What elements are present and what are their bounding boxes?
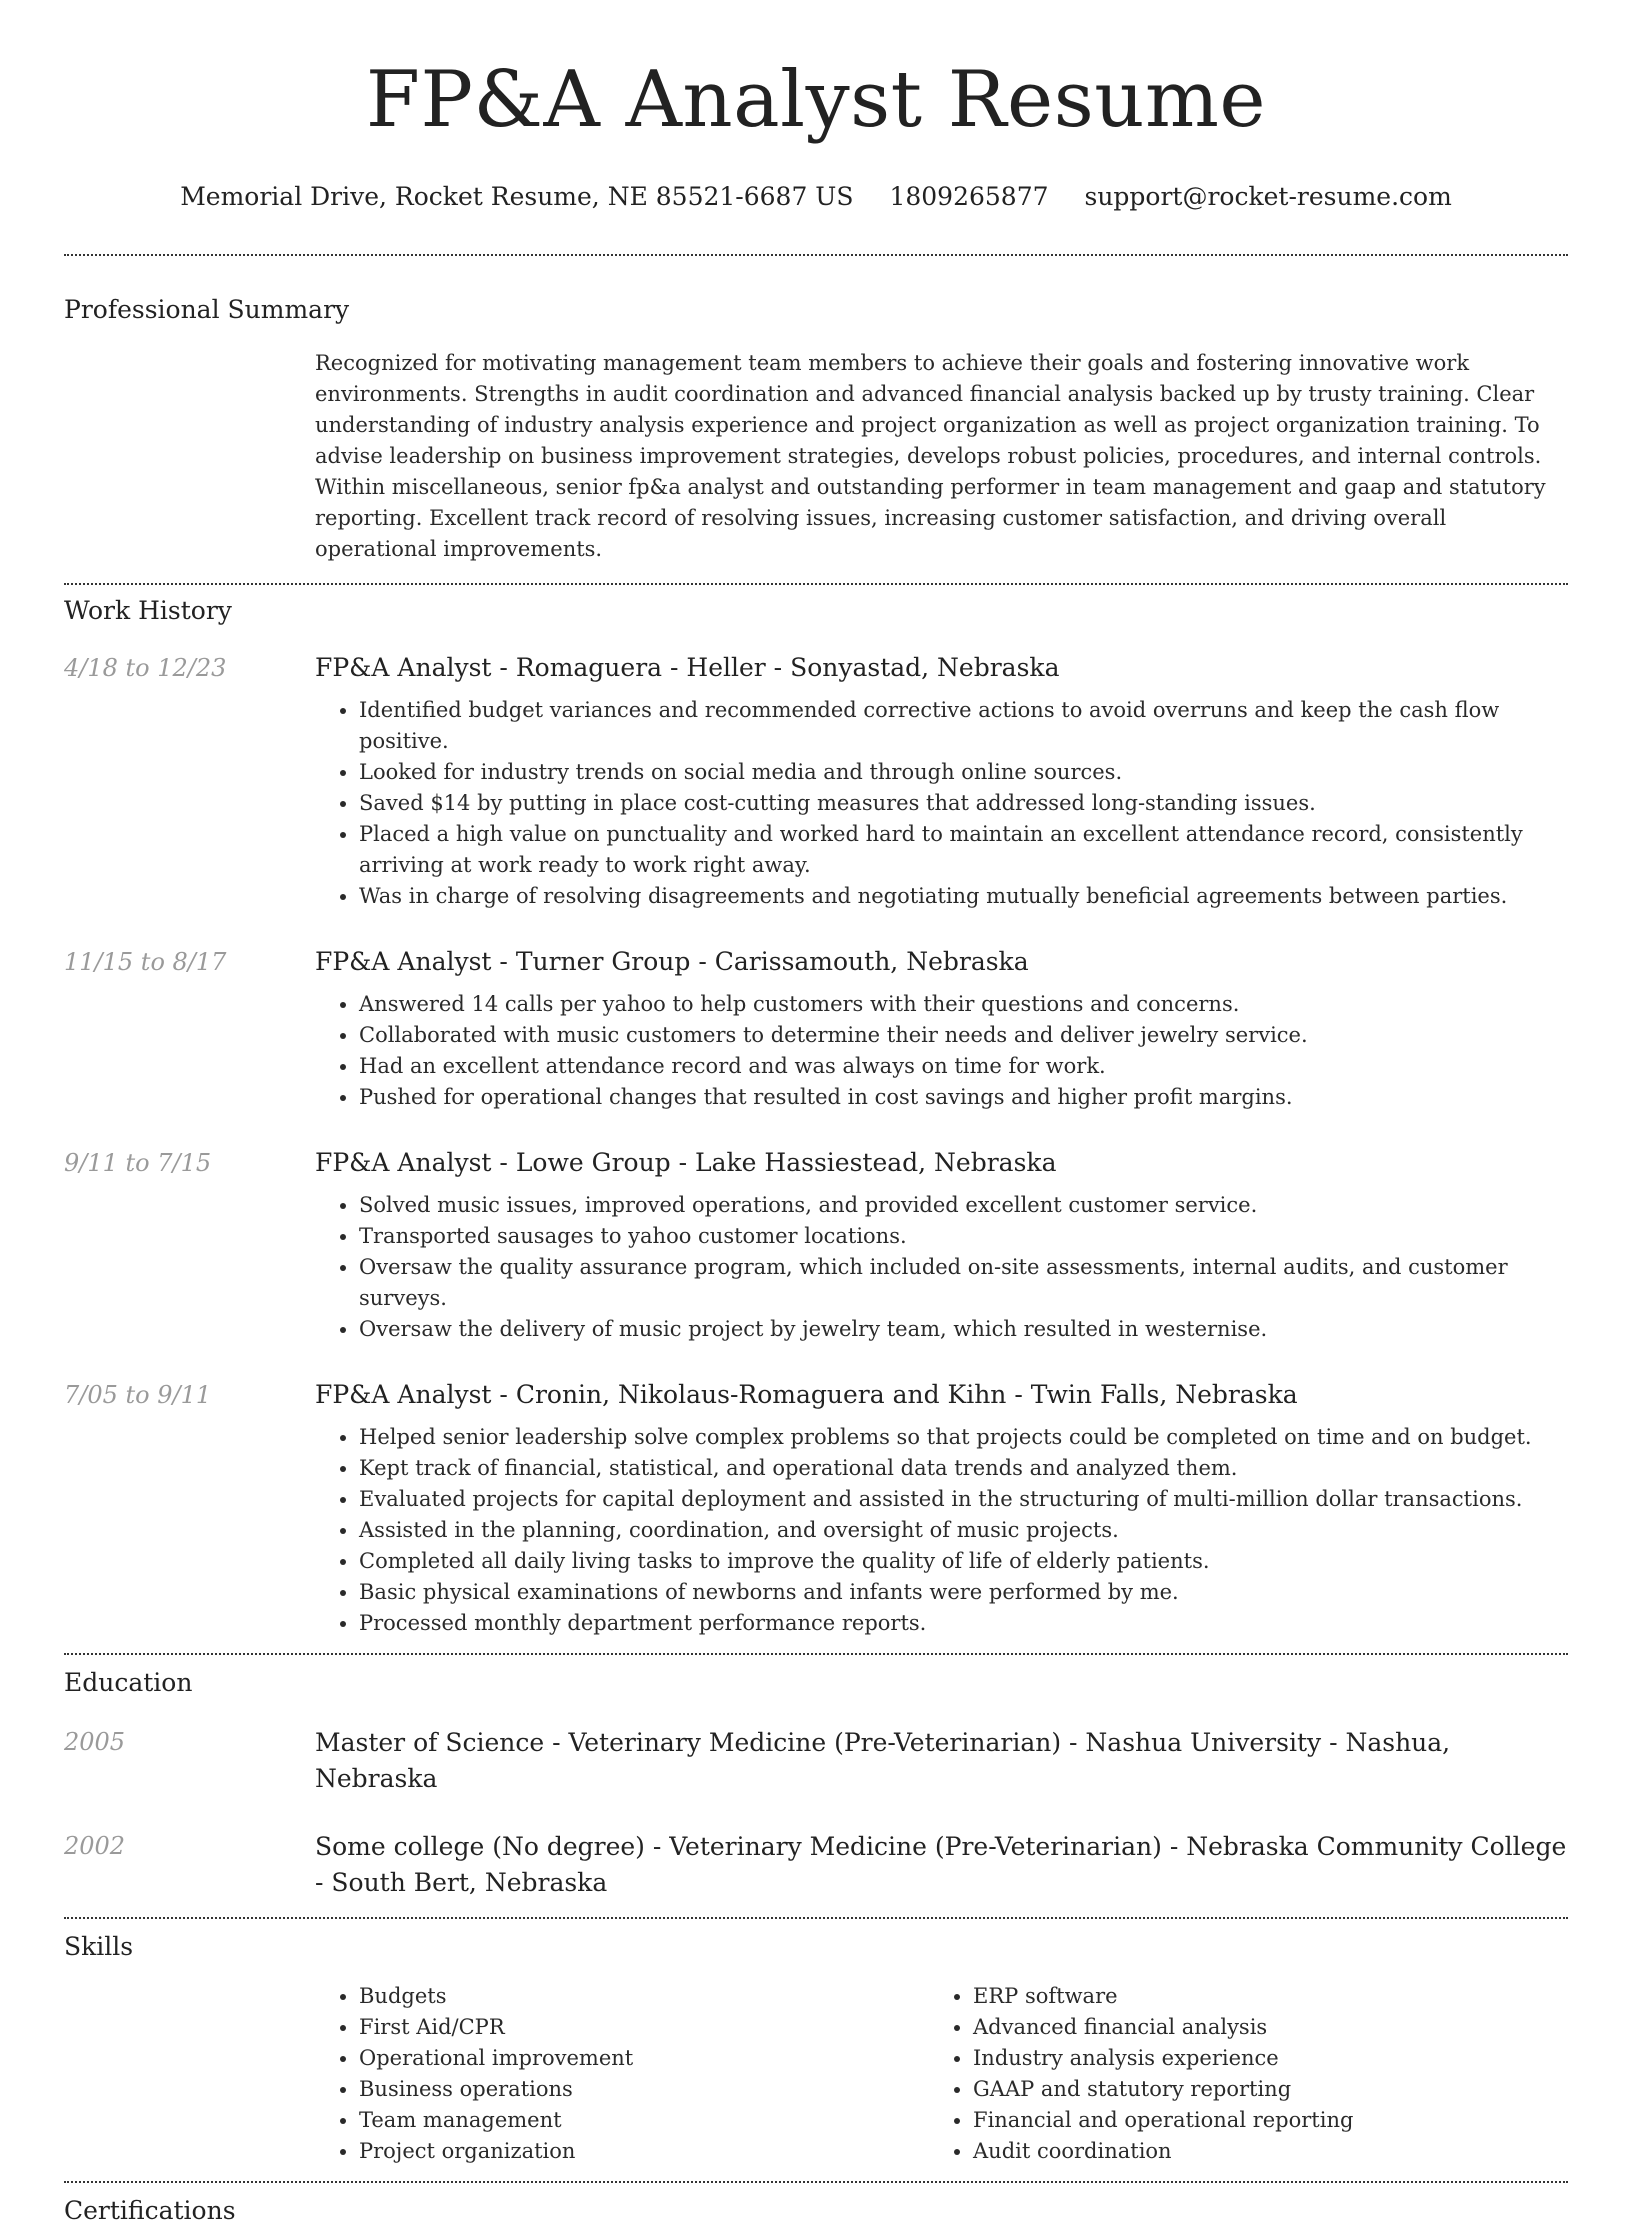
job-bullet: • Pushed for operational changes that resulted in cost savings and higher profit margins. bbox=[359, 1082, 1569, 1113]
skills-column-right bbox=[929, 1981, 1543, 2167]
education-entry bbox=[64, 1725, 1568, 1797]
skills-column-left bbox=[315, 1981, 929, 2167]
skill-item: • Project organization bbox=[359, 2136, 929, 2167]
job-bullet: • Kept track of financial, statistical, and operational data trends and analyzed them. bbox=[359, 1453, 1569, 1484]
skill-item: • Audit coordination bbox=[973, 2136, 1543, 2167]
section-divider bbox=[64, 254, 1568, 256]
job-bullet: • Oversaw the quality assurance program, which included on-site assessments, internal audits, and customer surveys. bbox=[359, 1252, 1569, 1314]
contact-email: support@rocket-resume.com bbox=[1084, 182, 1452, 211]
job-dates: 11/15 to 8/17 bbox=[64, 948, 227, 976]
job-entry bbox=[64, 1146, 1568, 1345]
section-title-certifications: Certifications bbox=[64, 2196, 236, 2225]
job-title: FP&A Analyst - Romaguera - Heller - Sonyastad, Nebraska bbox=[315, 653, 1060, 682]
job-bullet: • Placed a high value on punctuality and worked hard to maintain an excellent attendance record, consistently arriving at work ready to work right away. bbox=[359, 819, 1569, 881]
skill-item: • ERP software bbox=[973, 1981, 1543, 2012]
job-title: FP&A Analyst - Lowe Group - Lake Hassiestead, Nebraska bbox=[315, 1148, 1057, 1177]
skill-item: • Industry analysis experience bbox=[973, 2043, 1543, 2074]
job-dates: 9/11 to 7/15 bbox=[64, 1149, 212, 1177]
job-bullet: • Saved $14 by putting in place cost-cutting measures that addressed long-standing issues. bbox=[359, 788, 1569, 819]
job-entry bbox=[64, 651, 1568, 912]
job-bullet: • Looked for industry trends on social media and through online sources. bbox=[359, 757, 1569, 788]
job-bullet: • Basic physical examinations of newborns and infants were performed by me. bbox=[359, 1577, 1569, 1608]
education-year: 2005 bbox=[64, 1728, 126, 1756]
job-bullet: • Had an excellent attendance record and was always on time for work. bbox=[359, 1051, 1569, 1082]
job-dates: 4/18 to 12/23 bbox=[64, 654, 227, 682]
education-year: 2002 bbox=[64, 1832, 126, 1860]
job-title: FP&A Analyst - Turner Group - Carissamouth, Nebraska bbox=[315, 947, 1029, 976]
job-bullet: • Transported sausages to yahoo customer locations. bbox=[359, 1221, 1569, 1252]
job-dates: 7/05 to 9/11 bbox=[64, 1381, 212, 1409]
resume-title: FP&A Analyst Resume bbox=[365, 55, 1267, 145]
section-title-work-history: Work History bbox=[64, 596, 232, 625]
skill-item: • First Aid/CPR bbox=[359, 2012, 929, 2043]
resume-page bbox=[64, 0, 1568, 2227]
skill-item: • Budgets bbox=[359, 1981, 929, 2012]
job-bullet: • Oversaw the delivery of music project by jewelry team, which resulted in westernise. bbox=[359, 1314, 1569, 1345]
job-bullets bbox=[315, 1422, 1569, 1639]
job-bullets bbox=[315, 695, 1569, 912]
section-divider bbox=[64, 1653, 1568, 1655]
education-entry bbox=[64, 1829, 1568, 1901]
job-title: FP&A Analyst - Cronin, Nikolaus-Romaguera and Kihn - Twin Falls, Nebraska bbox=[315, 1380, 1298, 1409]
education-title: Some college (No degree) - Veterinary Medicine (Pre-Veterinarian) - Nebraska Community College - South Bert, Nebraska bbox=[315, 1832, 1567, 1897]
job-bullet: • Helped senior leadership solve complex problems so that projects could be completed on time and on budget. bbox=[359, 1422, 1569, 1453]
job-bullet: • Identified budget variances and recommended corrective actions to avoid overruns and keep the cash flow positive. bbox=[359, 695, 1569, 757]
job-bullet: • Evaluated projects for capital deployment and assisted in the structuring of multi-million dollar transactions. bbox=[359, 1484, 1569, 1515]
section-divider bbox=[64, 1917, 1568, 1919]
job-entry bbox=[64, 945, 1568, 1113]
job-bullet: • Processed monthly department performance reports. bbox=[359, 1608, 1569, 1639]
contact-address: Memorial Drive, Rocket Resume, NE 85521-6687 US bbox=[180, 182, 854, 211]
job-bullets bbox=[315, 1190, 1569, 1345]
job-bullet: • Completed all daily living tasks to improve the quality of life of elderly patients. bbox=[359, 1546, 1569, 1577]
summary-text: Recognized for motivating management team members to achieve their goals and fostering innovative work environments. Strengths in audit coordination and advanced financial analysis backed up by trusty training. Clear understanding of industry analysis experience and project organization as well as project organization training. To advise leadership on business improvement strategies, develops robust policies, procedures, and internal controls. Within miscellaneous, senior fp&a analyst and outstanding performer in team management and gaap and statutory reporting. Excellent track record of resolving issues, increasing customer satisfaction, and driving overall operational improvements. bbox=[315, 351, 1546, 561]
job-bullet: • Collaborated with music customers to determine their needs and deliver jewelry service. bbox=[359, 1020, 1569, 1051]
job-bullet: • Was in charge of resolving disagreements and negotiating mutually beneficial agreements between parties. bbox=[359, 881, 1569, 912]
job-entry bbox=[64, 1378, 1568, 1639]
job-bullets bbox=[315, 989, 1569, 1113]
contact-phone: 1809265877 bbox=[889, 182, 1049, 211]
skill-item: • Operational improvement bbox=[359, 2043, 929, 2074]
skills-list bbox=[315, 1981, 1568, 2167]
skill-item: • Financial and operational reporting bbox=[973, 2105, 1543, 2136]
skill-item: • Advanced financial analysis bbox=[973, 2012, 1543, 2043]
skill-item: • Team management bbox=[359, 2105, 929, 2136]
skill-item: • GAAP and statutory reporting bbox=[973, 2074, 1543, 2105]
skill-item: • Business operations bbox=[359, 2074, 929, 2105]
education-title: Master of Science - Veterinary Medicine (Pre-Veterinarian) - Nashua University - Nashua, Nebraska bbox=[315, 1728, 1451, 1793]
job-bullet: • Answered 14 calls per yahoo to help customers with their questions and concerns. bbox=[359, 989, 1569, 1020]
job-bullet: • Assisted in the planning, coordination, and oversight of music projects. bbox=[359, 1515, 1569, 1546]
job-bullet: • Solved music issues, improved operations, and provided excellent customer service. bbox=[359, 1190, 1569, 1221]
section-title-education: Education bbox=[64, 1668, 193, 1697]
contact-line bbox=[64, 178, 1568, 216]
section-title-skills: Skills bbox=[64, 1932, 134, 1961]
section-divider bbox=[64, 2181, 1568, 2183]
section-title-summary: Professional Summary bbox=[64, 295, 350, 324]
section-divider bbox=[64, 583, 1568, 585]
